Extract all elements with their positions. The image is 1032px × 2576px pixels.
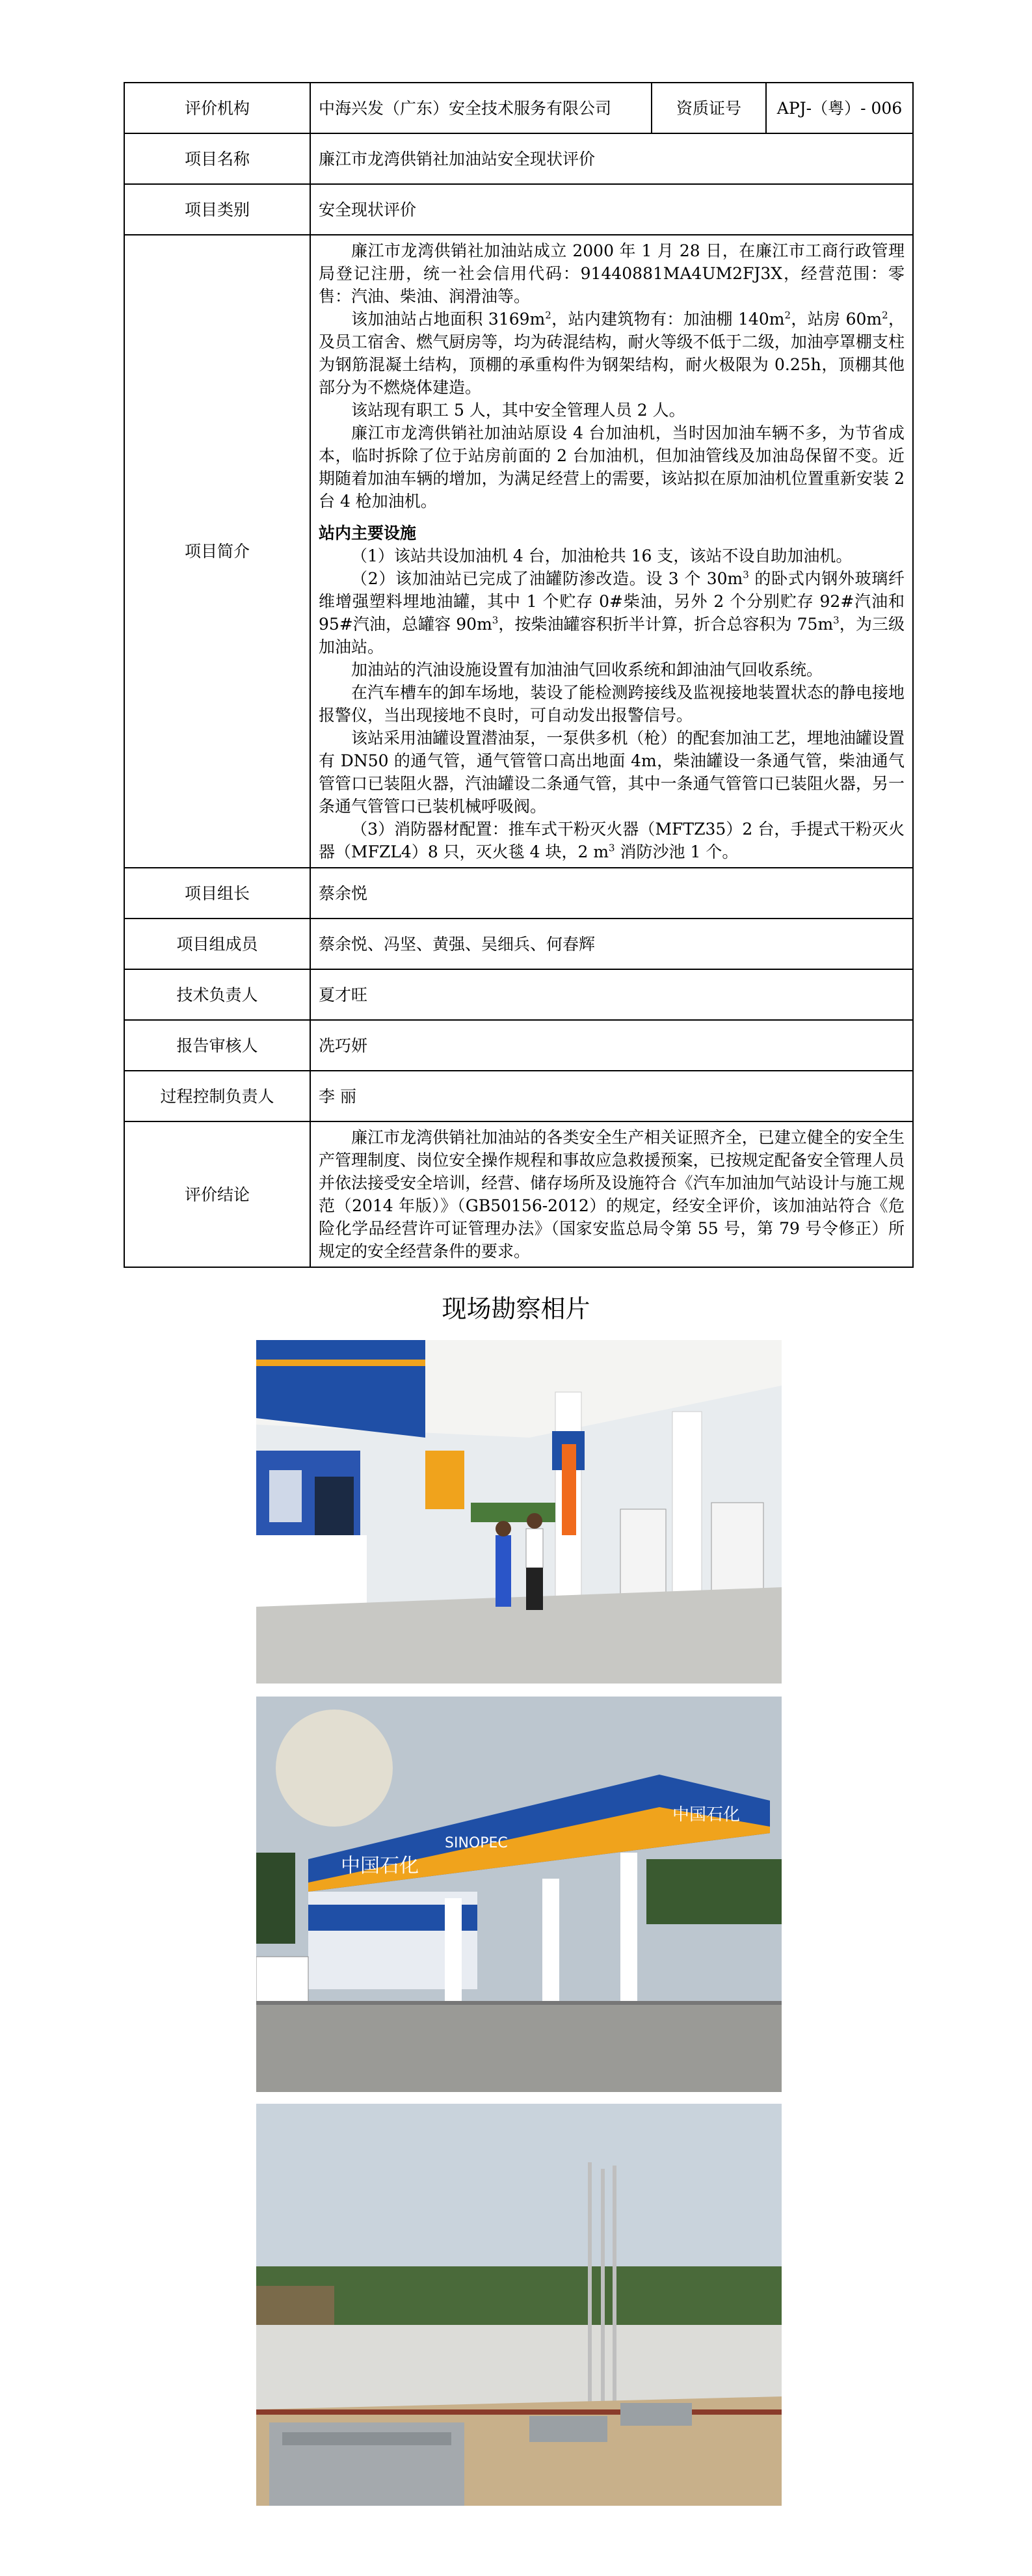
- person-head: [527, 1513, 542, 1529]
- curb: [256, 2001, 782, 2005]
- project-intro-label: 项目简介: [124, 235, 310, 868]
- conclusion-paragraph: 廉江市龙湾供销社加油站的各类安全生产相关证照齐全，已建立健全的安全生产管理制度、岗位安全操作规程和事故应急救援预案，已按规定配备安全管理人员并依法接受安全培训，经营、储存场所及设施符合《汽车加油加气站设计与施工规范（2014 年版）》（GB50156-2012）的规定，经安全评价，该加油站符合《危险化学品经营许可证管理办法》（国家安监总局令第 55 号，第 79 号令修正）所规定的安全经营条件的要求。: [319, 1128, 905, 1261]
- conclusion-label: 评价结论: [124, 1121, 310, 1267]
- building-window: [269, 1470, 302, 1522]
- members-value: 蔡余悦、冯坚、黄强、吴细兵、何春辉: [310, 919, 913, 969]
- trees: [256, 2266, 782, 2325]
- site-photo-canopy-interior: [256, 1340, 782, 1684]
- conclusion-value: [310, 1121, 913, 1267]
- text-span: ，站房 60m: [791, 310, 882, 329]
- facility-paragraph: （1）该站共设加油机 4 台，加油枪共 16 支，该站不设自助加油机。: [351, 546, 853, 565]
- photos-title: 现场勘察相片: [442, 1295, 590, 1323]
- leader-value: 蔡余悦: [310, 868, 913, 919]
- superscript: 2: [545, 309, 551, 321]
- person-head: [496, 1521, 511, 1536]
- person-staff: [496, 1535, 511, 1607]
- facility-paragraph: 在汽车槽车的卸车场地，装设了能检测跨接线及监视接地装置状态的静电接地报警仪，当出现接地不良时，可自动发出报警信号。: [319, 683, 905, 725]
- reviewer-label: 报告审核人: [124, 1020, 310, 1071]
- canopy-pillar: [620, 1853, 637, 2002]
- superscript: 3: [609, 842, 615, 854]
- canopy-stripe: [256, 1360, 425, 1366]
- photo-canvas: [256, 1697, 782, 2092]
- cover-edge: [282, 2432, 451, 2445]
- sun-glow: [276, 1710, 393, 1827]
- pillar-banner: [562, 1444, 576, 1535]
- superscript: 3: [833, 614, 840, 626]
- facility-paragraph: [319, 567, 905, 658]
- tech-lead-value: 夏才旺: [310, 969, 913, 1020]
- org-value: 中海兴发（广东）安全技术服务有限公司: [310, 83, 652, 133]
- tech-lead-label: 技术负责人: [124, 969, 310, 1020]
- parked-car: [256, 1957, 308, 2002]
- project-name-label: 项目名称: [124, 133, 310, 184]
- text-span: ，及员工宿舍、燃气厨房等，均为砖混结构，耐火等级不低于二级，加油亭罩棚支柱为钢筋混凝土结构，顶棚的承重构件为钢架结构，耐火极限为 0.25h，顶棚其他部分为不燃烧体建造。: [319, 310, 905, 397]
- intro-paragraph: 该站现有职工 5 人，其中安全管理人员 2 人。: [351, 401, 685, 420]
- process-control-value: 李 丽: [310, 1071, 913, 1121]
- tree-left: [256, 1853, 295, 1944]
- reviewer-value: 冼巧妍: [310, 1020, 913, 1071]
- process-control-label: 过程控制负责人: [124, 1071, 310, 1121]
- members-label: 项目组成员: [124, 919, 310, 969]
- vent-pipe: [588, 2162, 592, 2435]
- project-name-value: 廉江市龙湾供销社加油站安全现状评价: [310, 133, 913, 184]
- canopy-sign-text-en: SINOPEC: [445, 1835, 508, 1851]
- cert-value: APJ-（粤）- 006: [766, 83, 913, 133]
- superscript: 3: [743, 569, 749, 581]
- canopy-sign-text-side: 中国石化: [672, 1805, 741, 1825]
- vent-pipe: [613, 2166, 616, 2435]
- text-span: ，站内建筑物有：加油棚 140m: [551, 310, 785, 329]
- tank-manhole: [620, 2403, 692, 2426]
- facility-heading: 站内主要设施: [319, 524, 417, 543]
- superscript: 3: [492, 614, 499, 626]
- intro-paragraph: 廉江市龙湾供销社加油站原设 4 台加油机，当时因加油车辆不多，为节省成本，临时拆除了位于站房前面的 2 台加油机，但加油管线及加油岛保留不变。近期随着加油车辆的增加，为满足经营上的需要，该站拟在原加油机位置重新安装 2 台 4 枪加油机。: [319, 423, 905, 511]
- text-span: 的卧式内钢外玻璃纤维增强塑料埋地油罐，其中 1 个贮存 0#柴油，另外 2 个分别贮存 92#汽油和 95#汽油，总罐容 90m: [319, 569, 905, 634]
- ground: [256, 2002, 782, 2092]
- tank-manhole: [529, 2416, 607, 2442]
- vent-pipe: [601, 2169, 605, 2435]
- text-span: ，按柴油罐容积折半计算，折合总容积为 75m: [498, 615, 834, 634]
- superscript: 2: [784, 309, 791, 321]
- facility-paragraph: 加油站的汽油设施设置有加油油气回收系统和卸油油气回收系统。: [351, 660, 823, 679]
- trees-right: [646, 1859, 782, 1924]
- text-span: 该加油站占地面积 3169m: [351, 310, 546, 329]
- facility-paragraph: 该站采用油罐设置潜油泵，一泵供多机（枪）的配套加油工艺，埋地油罐设置有 DN50 的通气管，通气管管口高出地面 4m，柴油罐设一条通气管，柴油通气管管口已装阻火器，汽油罐设二条通气管，其中一条通气管管口已装阻火器，另一条通气管管口已装机械呼吸阀。: [319, 729, 905, 816]
- tank-area-curb: [256, 2409, 782, 2415]
- cert-label: 资质证号: [652, 83, 766, 133]
- canopy-sign-text: 中国石化: [341, 1855, 419, 1877]
- project-type-value: 安全现状评价: [310, 184, 913, 235]
- trees: [471, 1503, 555, 1522]
- leader-label: 项目组长: [124, 868, 310, 919]
- text-span: （2）该加油站已完成了油罐防渗改造。设 3 个 30m: [351, 569, 743, 588]
- goods-stack: [256, 1535, 367, 1607]
- text-span: 消防沙池 1 个。: [615, 842, 739, 861]
- text-span: ，为三级加油站。: [319, 615, 905, 656]
- facility-paragraph: [319, 818, 905, 863]
- site-photo-tank-area: [256, 2104, 782, 2506]
- photo-canvas: [256, 2104, 782, 2506]
- project-intro-value: [310, 235, 913, 868]
- photo-canvas: [256, 1340, 782, 1684]
- superscript: 2: [882, 309, 888, 321]
- intro-paragraph: 廉江市龙湾供销社加油站成立 2000 年 1 月 28 日，在廉江市工商行政管理局登记注册，统一社会信用代码：91440881MA4UM2FJ3X，经营范围：零售：汽油、柴油、润滑油等。: [319, 241, 905, 306]
- org-label: 评价机构: [124, 83, 310, 133]
- canopy-pillar: [542, 1879, 559, 2002]
- intro-paragraph: [319, 308, 905, 399]
- evaluation-info-table: [124, 82, 914, 1268]
- person-visitor: [526, 1529, 543, 1568]
- yellow-banner: [425, 1451, 464, 1509]
- person-legs: [526, 1568, 543, 1610]
- canopy-pillar: [445, 1898, 462, 2002]
- project-type-label: 项目类别: [124, 184, 310, 235]
- site-photo-station-exterior: [256, 1697, 782, 2092]
- text-span: （3）消防器材配置：推车式干粉灭火器（MFTZ35）2 台，手提式干粉灭火器（MFZL4）8 只，灭火毯 4 块，2 m: [319, 820, 905, 861]
